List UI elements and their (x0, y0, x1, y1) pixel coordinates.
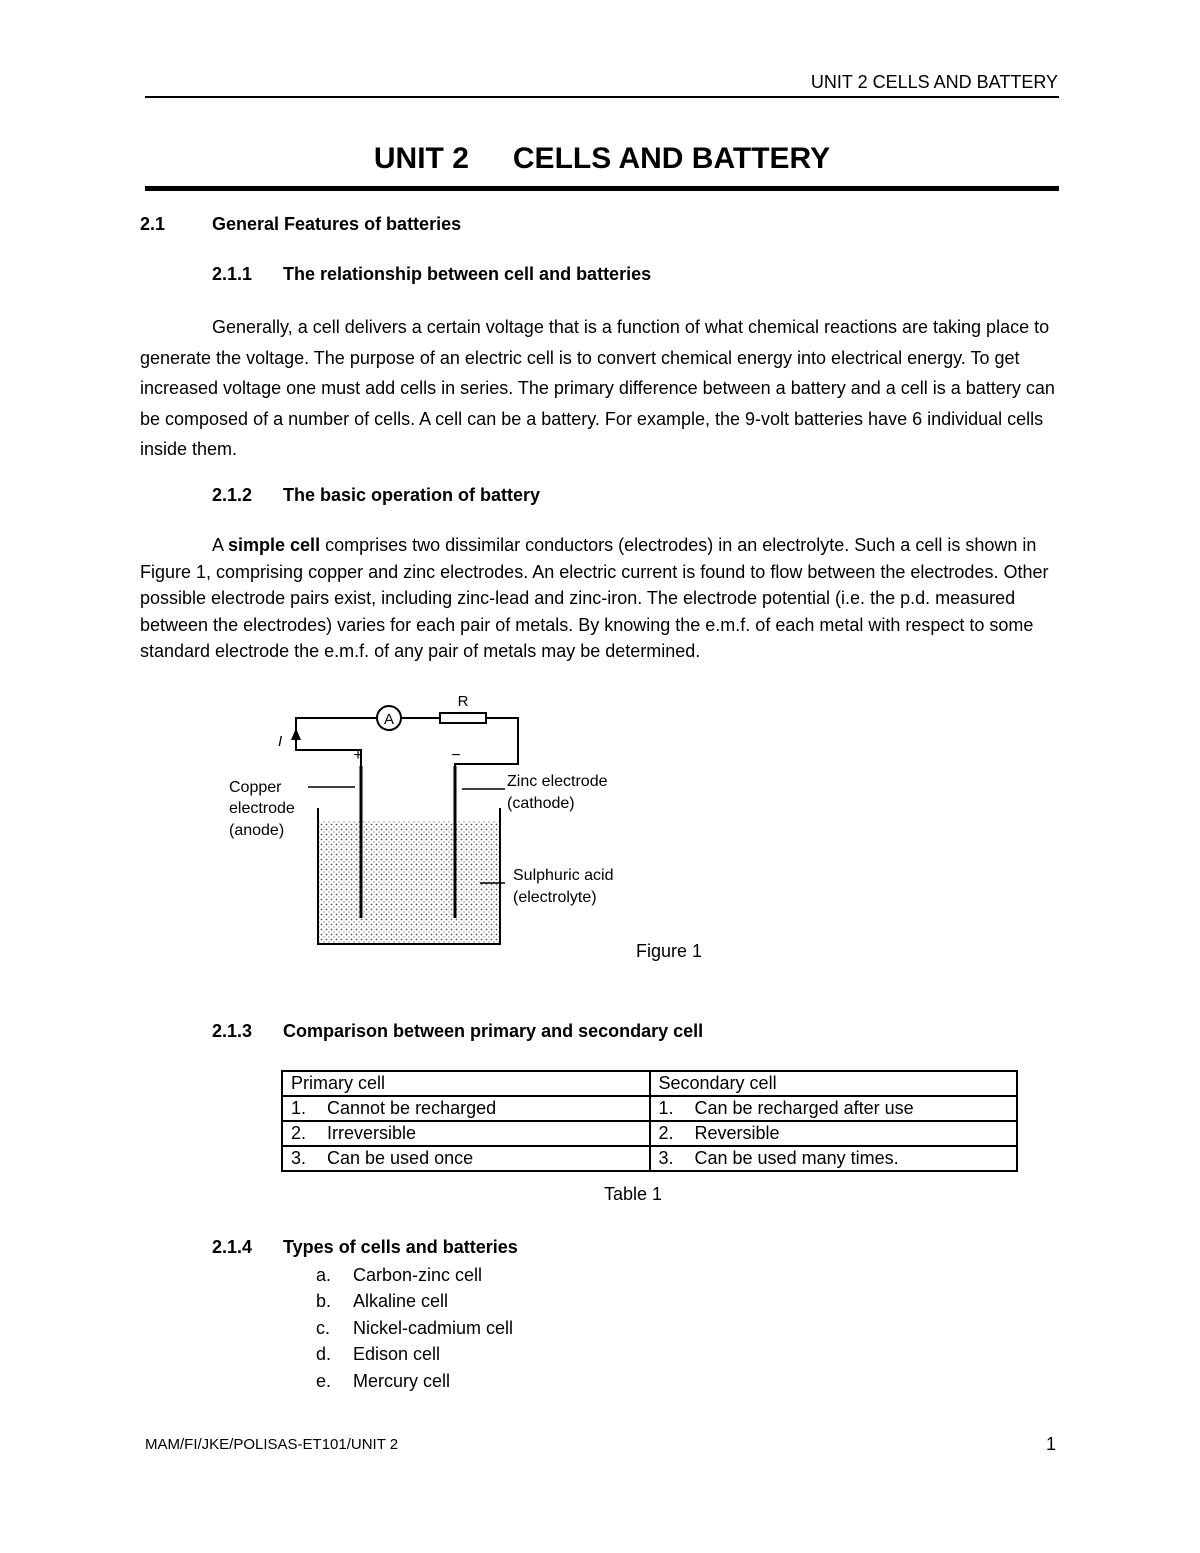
section-heading-2-1-2: 2.1.2 The basic operation of battery (212, 485, 541, 505)
table-caption: Table 1 (604, 1184, 663, 1204)
current-label: I (278, 733, 283, 750)
section-heading-2-1: 2.1 General Features of batteries (140, 214, 462, 234)
section-heading-2-1-1: 2.1.1 The relationship between cell and batteries (212, 264, 652, 284)
title-rule (145, 186, 1059, 191)
title-name: CELLS AND BATTERY (512, 142, 831, 175)
header-rule (145, 96, 1059, 98)
table-row: 1. Cannot be recharged 1. Can be recharged after use (282, 1096, 1017, 1121)
list-item: a. Carbon-zinc cell (316, 1265, 483, 1285)
figure-caption: Figure 1 (636, 941, 703, 961)
title-unit: UNIT 2 (373, 142, 469, 175)
table-header-secondary: Secondary cell (650, 1071, 1018, 1096)
minus-label: − (451, 747, 461, 764)
section-heading-2-1-3: 2.1.3 Comparison between primary and secondary cell (212, 1021, 704, 1041)
copper-label-1: Copper (229, 779, 282, 796)
footer-code: MAM/FI/JKE/POLISAS-ET101/UNIT 2 (145, 1436, 399, 1453)
page-title (145, 142, 1059, 176)
resistor-label: R (457, 693, 469, 710)
list-item: c. Nickel-cadmium cell (316, 1317, 514, 1338)
copper-label-2: electrode (229, 800, 295, 817)
table-header-primary: Primary cell (282, 1071, 650, 1096)
table-header-row (282, 1071, 1017, 1096)
electrolyte (318, 821, 500, 944)
wire-left (296, 718, 377, 766)
paragraph-cell-battery: Generally, a cell delivers a certain voltage that is a function of what chemical reactions are taking place to generate the voltage. The purpose of an electric cell is to convert chemical energy into electrical energy. To get increased voltage one must add cells in series. The primary difference between a battery and a cell is a battery can be composed of a number of cells. A cell can be a battery. For example, the 9-volt batteries have 6 individual cells inside them. (140, 317, 1055, 459)
acid-label-1: Sulphuric acid (513, 867, 614, 884)
acid-label-2: (electrolyte) (513, 889, 597, 906)
table-row: 3. Can be used once 3. Can be used many times. (282, 1146, 1017, 1171)
copper-label-3: (anode) (229, 822, 285, 839)
list-item: b. Alkaline cell (316, 1291, 449, 1312)
list-item: e. Mercury cell (316, 1370, 451, 1391)
plus-label: + (353, 747, 363, 764)
list-item: d. Edison cell (316, 1344, 441, 1365)
figure-simple-cell (200, 688, 660, 950)
comparison-table (281, 1070, 1018, 1172)
zinc-label-2: (cathode) (507, 795, 575, 812)
ammeter-label: A (383, 711, 395, 728)
zinc-label-1: Zinc electrode (507, 773, 608, 790)
current-arrow-icon (291, 728, 301, 740)
wire-right (455, 718, 518, 766)
cell-types-list (316, 1262, 513, 1394)
table-row: 2. Irreversible 2. Reversible (282, 1121, 1017, 1146)
resistor-icon (440, 713, 486, 723)
page-number: 1 (1046, 1434, 1057, 1454)
paragraph-simple-cell: A simple cell comprises two dissimilar conductors (electrodes) in an electrolyte. Such a cell is shown in Figure 1, comprising copper and zinc electrodes. An electric current is found to flow between the electrodes. Other possible electrode pairs exist, including zinc-lead and zinc-iron. The electrode potential (i.e. the p.d. measured between the electrodes) varies for each pair of metals. By knowing the e.m.f. of each metal with respect to some standard electrode the e.m.f. of any pair of metals may be determined. (140, 535, 1049, 661)
section-heading-2-1-4: 2.1.4 Types of cells and batteries (212, 1237, 518, 1257)
running-head: UNIT 2 CELLS AND BATTERY (810, 72, 1058, 92)
